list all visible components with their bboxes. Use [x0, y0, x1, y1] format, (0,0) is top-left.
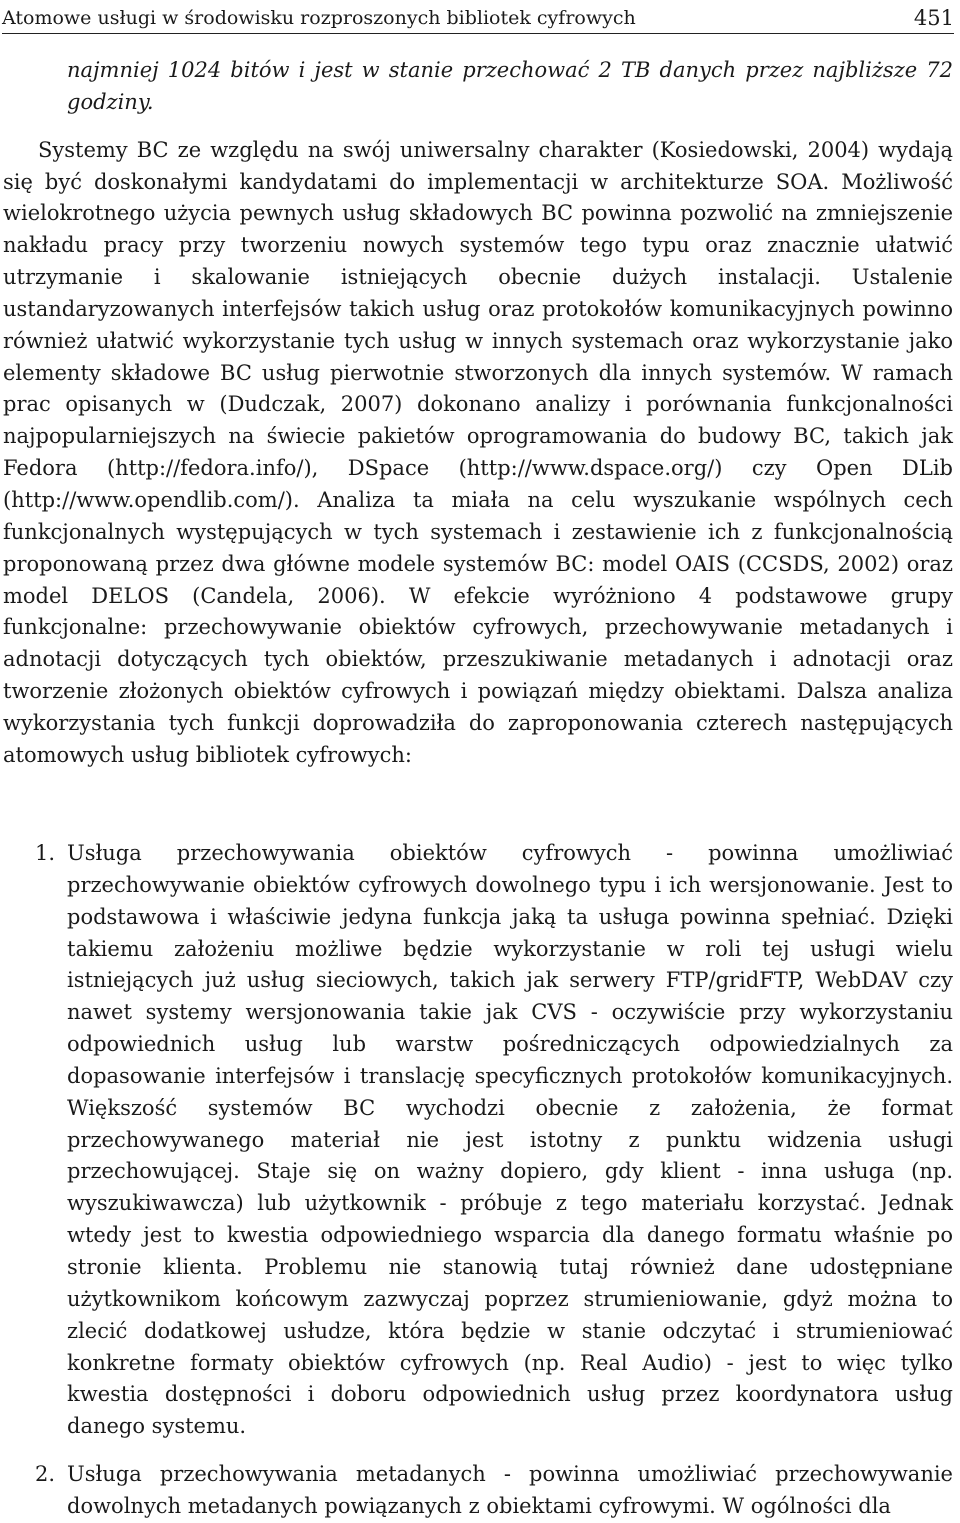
running-header — [2, 2, 954, 34]
list-item-number: 2. — [35, 1462, 56, 1487]
list-item — [3, 1459, 953, 1523]
body-paragraph: Systemy BC ze względu na swój uniwersalny charakter (Kosiedowski, 2004) wydają się być doskonałymi kandydatami do implementacji w architekturze SOA. Możliwość wielokrotnego użycia pewnych usług składowych BC powinna pozwolić na zmniejszenie nakładu pracy przy tworzeniu nowych systemów tego typu oraz znacznie ułatwić utrzymanie i skalowanie istniejących obecnie dużych instalacji. Ustalenie ustandaryzowanych interfejsów takich usług oraz protokołów komunikacyjnych powinno również ułatwić wykorzystanie tych usług w innych systemach oraz wykorzystanie jako elementy składowe BC usług pierwotnie stworzonych dla innych systemów. W ramach prac opisanych w (Dudczak, 2007) dokonano analizy i porównania funkcjonalności najpopularniejszych na świecie pakietów oprogramowania do budowy BC, takich jak Fedora (http://fedora.info/), DSpace (http://www.dspace.org/) czy Open DLib (http://www.opendlib.com/). Analiza ta miała na celu wyszukanie wspólnych cech funkcjonalnych występujących w tych systemach i zestawienie ich z funkcjonalnością proponowaną przez dwa główne modele systemów BC: model OAIS (CCSDS, 2002) oraz model DELOS (Candela, 2006). W efekcie wyróżniono 4 podstawowe grupy funkcjonalne: przechowywanie obiektów cyfrowych, przechowywanie metadanych i adnotacji dotyczących tych obiektów, przeszukiwanie metadanych i adnotacji oraz tworzenie złożonych obiektów cyfrowych i powiązań między obiektami. Dalsza analiza wykorzystania tych funkcji doprowadziła do zaproponowania czterech następujących atomowych usług bibliotek cyfrowych: — [3, 137, 953, 767]
list-item — [3, 838, 953, 1443]
numbered-list — [3, 838, 953, 1523]
list-item-text: Usługa przechowywania obiektów cyfrowych - powinna umożliwiać przechowywanie obiektów cyfrowych dowolnego typu i ich wersjonowanie. Jest to podstawowa i właściwie jedyna funkcja jaką ta usługa powinna spełniać. Dzięki takiemu założeniu możliwe będzie wykorzystanie w roli tej usługi wielu istniejących już usług sieciowych, takich jak serwery FTP/gridFTP, WebDAV czy nawet systemy wersjonowania takie jak CVS - oczywiście przy wykorzystaniu odpowiednich usług lub warstw pośredniczących odpowiedzialnych za dopasowanie interfejsów i translację specyficznych protokołów komunikacyjnych. Większość systemów BC wychodzi obecnie z założenia, że format przechowywanego materiał nie jest istotny z punktu widzenia usługi przechowującej. Staje się on ważny dopiero, gdy klient - inna usługa (np. wyszukiwawcza) lub użytkownik - próbuje z tego materiału korzystać. Jednak wtedy jest to kwestia odpowiedniego wsparcia dla danego formatu właśnie po stronie klienta. Problemu nie stanowią tutaj również dane udostępniane użytkownikom końcowym zazwyczaj poprzez strumieniowanie, gdyż można to zlecić dodatkowej usłudze, która będzie w stanie odczytać i strumieniować konkretne formaty obiektów cyfrowych (np. Real Audio) - jest to więc tylko kwestia dostępności i doboru odpowiednich usług przez koordynatora usług danego systemu. — [67, 841, 953, 1439]
list-item-text: Usługa przechowywania metadanych - powinna umożliwiać przechowywanie dowolnych metadanych powiązanych z obiektami cyfrowymi. W ogólności dla — [67, 1462, 953, 1518]
body-text — [3, 55, 953, 772]
list-item-number: 1. — [35, 841, 56, 865]
page-number: 451 — [913, 6, 954, 30]
running-title: Atomowe usługi w środowisku rozproszonych bibliotek cyfrowych — [2, 7, 636, 29]
quote-continuation: najmniej 1024 bitów i jest w stanie przechować 2 TB danych przez najbliższe 72 godziny. — [67, 58, 953, 114]
